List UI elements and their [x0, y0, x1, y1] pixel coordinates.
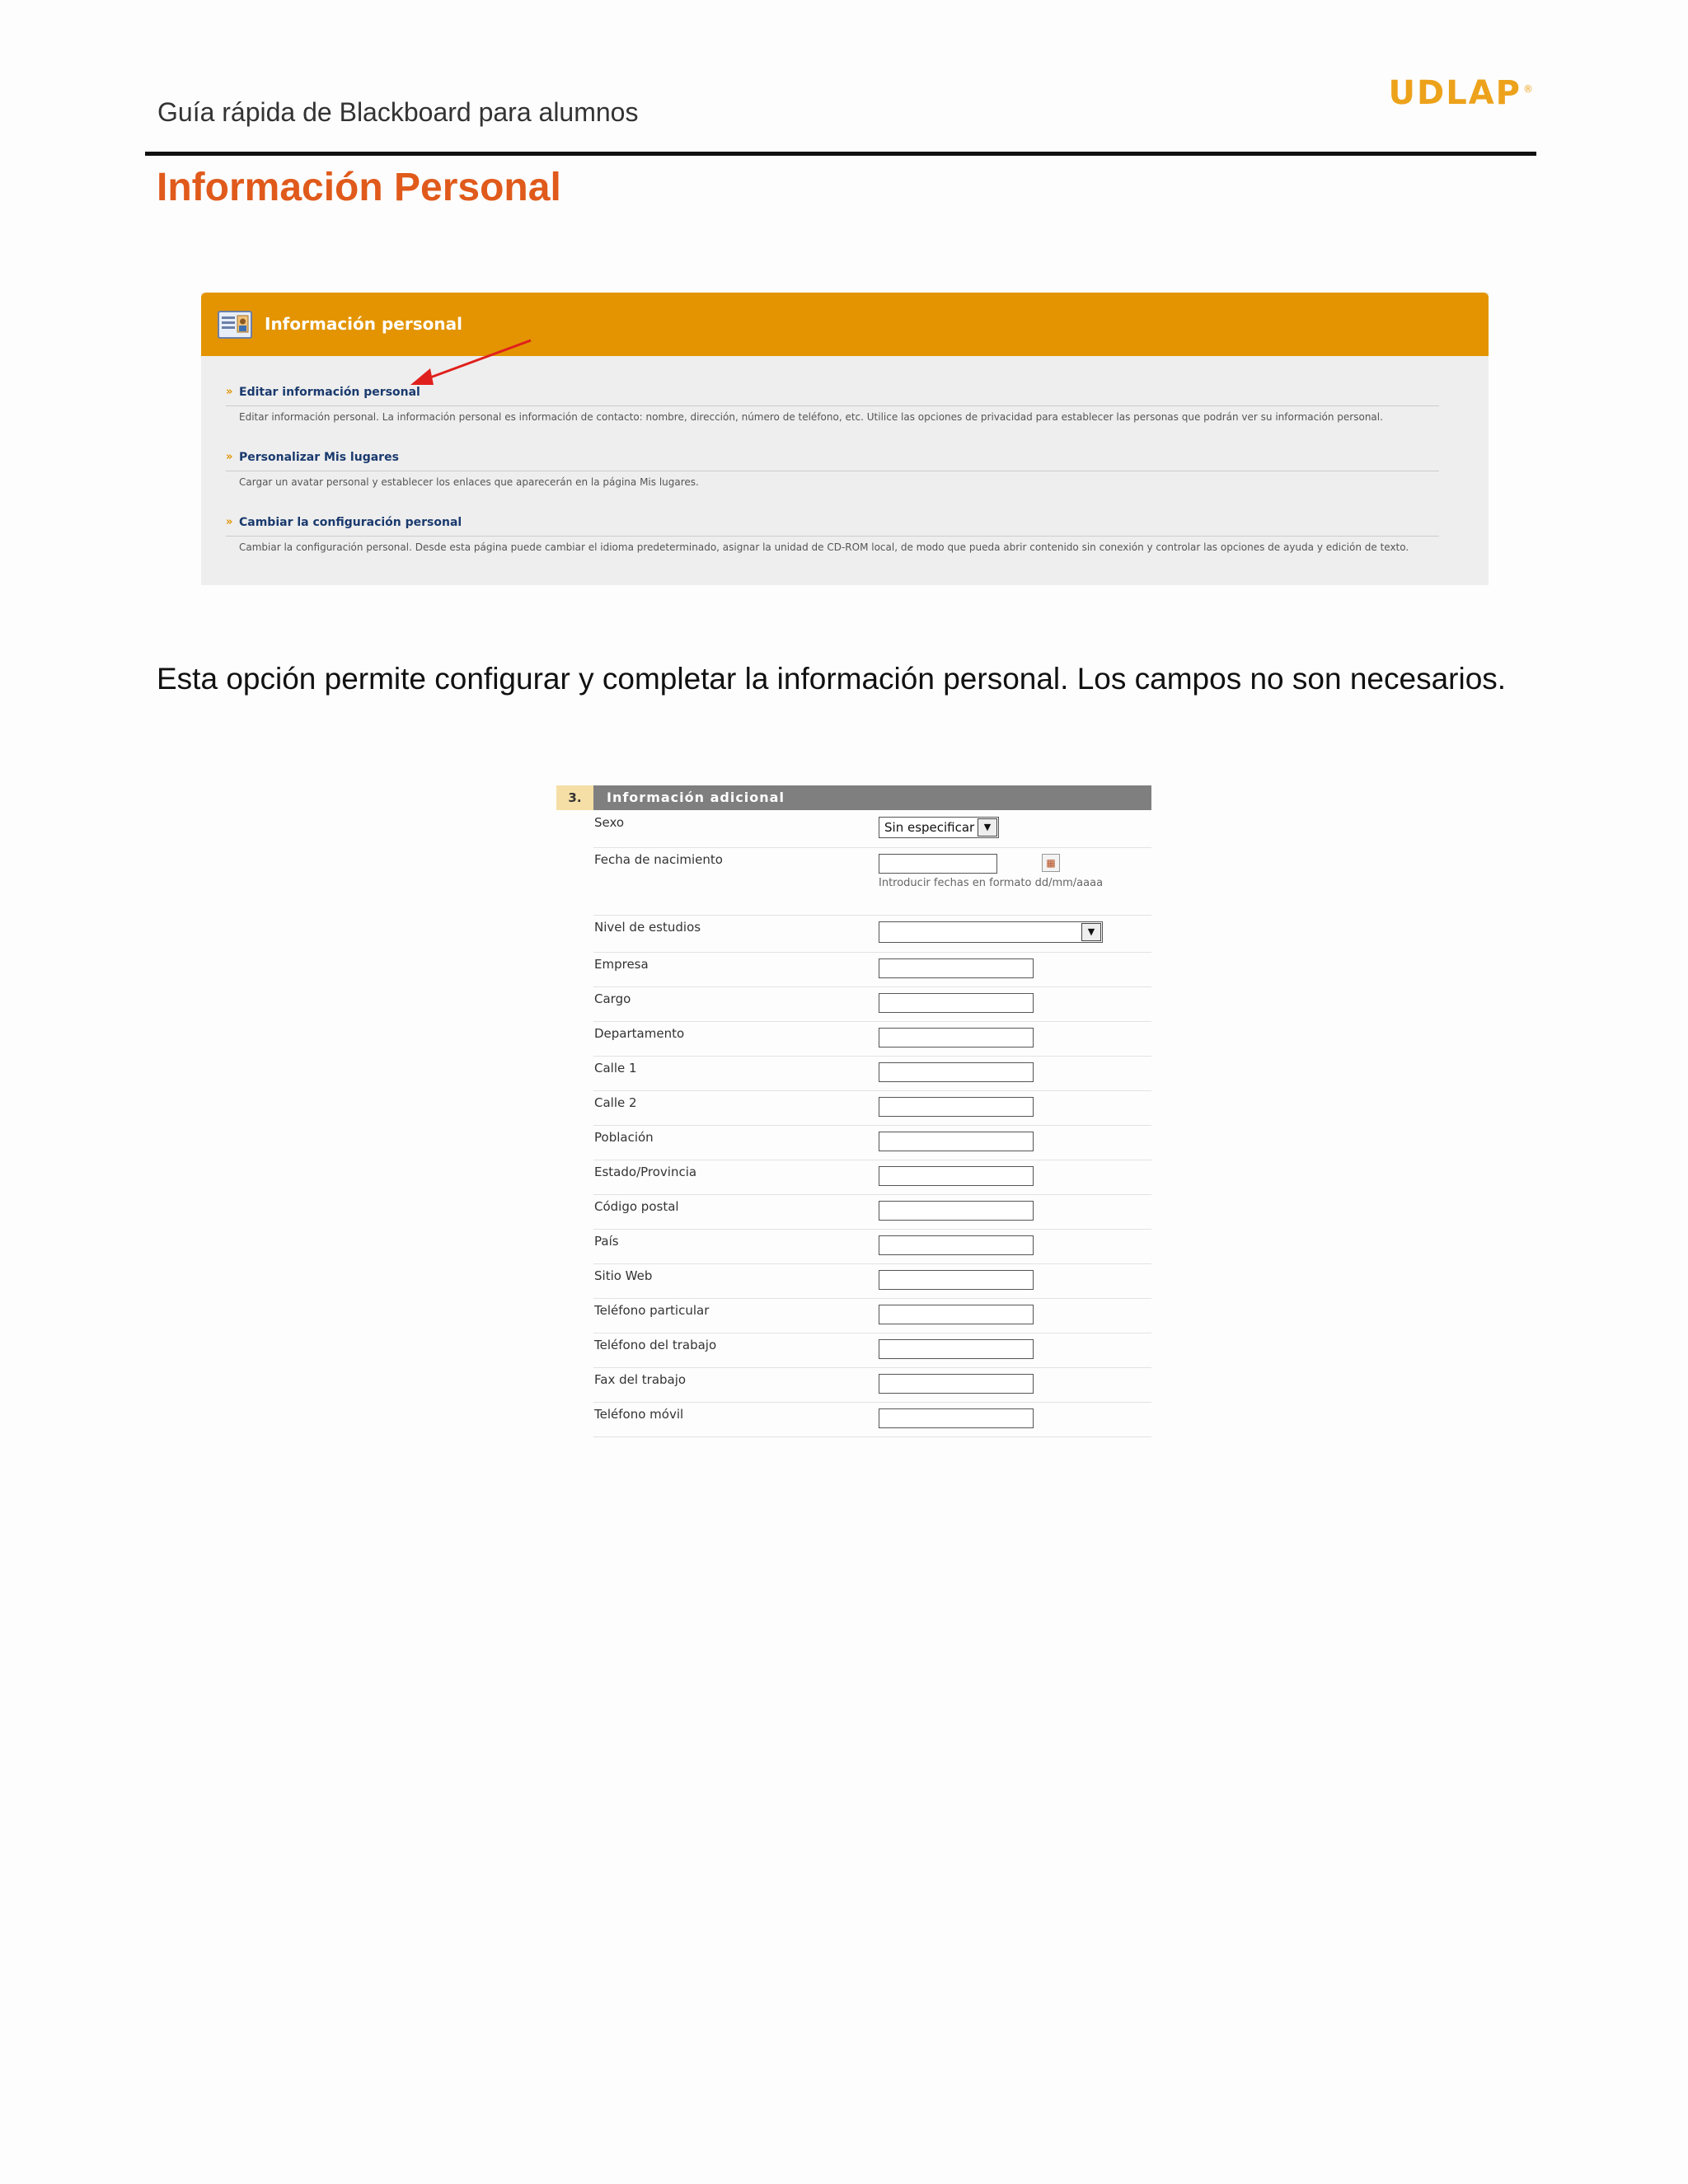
nivel-estudios-select[interactable] [879, 921, 1103, 943]
form-row-cargo [593, 987, 1151, 1022]
form-row-tel-trabajo [593, 1333, 1151, 1368]
departamento-input[interactable] [879, 1028, 1034, 1047]
id-card-icon [218, 309, 252, 340]
fecha-nacimiento-input[interactable] [879, 854, 997, 874]
field-label: Código postal [594, 1199, 679, 1214]
field-label: Teléfono del trabajo [594, 1338, 717, 1352]
form-row-fax [593, 1367, 1151, 1403]
form-row-nivel [593, 915, 1151, 953]
field-label: País [594, 1234, 619, 1249]
link-editar-informacion-personal[interactable]: » Editar información personal [226, 386, 420, 399]
additional-info-form [556, 785, 1151, 1422]
panel-header [201, 293, 1489, 356]
form-row-empresa [593, 952, 1151, 987]
field-label: Fecha de nacimiento [594, 852, 723, 867]
field-label: Nivel de estudios [594, 920, 701, 935]
panel-item-cambiar [226, 516, 1439, 553]
form-title: Información adicional [593, 785, 1151, 810]
telefono-particular-input[interactable] [879, 1305, 1034, 1324]
cargo-input[interactable] [879, 993, 1034, 1013]
form-row-movil [593, 1402, 1151, 1437]
telefono-movil-input[interactable] [879, 1408, 1034, 1428]
form-row-departamento [593, 1021, 1151, 1057]
field-label: Sitio Web [594, 1268, 653, 1283]
calle2-input[interactable] [879, 1097, 1034, 1117]
bullet-icon: » [226, 516, 233, 528]
fax-trabajo-input[interactable] [879, 1374, 1034, 1394]
field-label: Calle 1 [594, 1061, 637, 1076]
calendar-icon[interactable]: ▦ [1042, 854, 1060, 872]
form-row-fecha [593, 847, 1151, 916]
field-label: Estado/Provincia [594, 1165, 697, 1179]
form-row-estado [593, 1160, 1151, 1195]
calle1-input[interactable] [879, 1062, 1034, 1082]
form-row-sexo [593, 810, 1151, 848]
step-number: 3. [556, 785, 593, 810]
sexo-select[interactable]: Sin especificar ▼ [879, 817, 999, 838]
udlap-logo: UDLAP ® [1388, 74, 1535, 112]
panel-title: Información personal [265, 314, 462, 334]
personal-info-panel [201, 293, 1489, 585]
field-label: Calle 2 [594, 1095, 637, 1110]
field-label: Empresa [594, 957, 649, 972]
estado-provincia-input[interactable] [879, 1166, 1034, 1186]
form-row-web [593, 1263, 1151, 1299]
codigo-postal-input[interactable] [879, 1201, 1034, 1221]
panel-item-personalizar [226, 451, 1439, 488]
sitio-web-input[interactable] [879, 1270, 1034, 1290]
link-cambiar-configuracion-personal[interactable]: » Cambiar la configuración personal [226, 516, 462, 529]
bullet-icon: » [226, 386, 233, 398]
link-personalizar-mis-lugares[interactable]: » Personalizar Mis lugares [226, 451, 399, 464]
panel-item-description: Cambiar la configuración personal. Desde esta página puede cambiar el idioma predeterminado, asignar la unidad de CD-ROM local, de modo que pueda abrir contenido sin conexión y controlar las opciones de ayuda y edición de texto. [226, 536, 1439, 553]
bullet-icon: » [226, 451, 233, 463]
field-label: Fax del trabajo [594, 1372, 687, 1387]
date-format-hint: Introducir fechas en formato dd/mm/aaaa [879, 877, 1104, 889]
field-label: Teléfono móvil [594, 1407, 684, 1422]
form-header [556, 785, 1151, 810]
dropdown-arrow-icon: ▼ [1081, 923, 1101, 941]
form-row-calle2 [593, 1090, 1151, 1126]
document-header [145, 0, 1536, 156]
body-paragraph: Esta opción permite configurar y completar la información personal. Los campos no son necesarios. [157, 662, 1507, 696]
panel-item-description: Editar información personal. La información personal es información de contacto: nombre, dirección, número de teléfono, etc. Utilice las opciones de privacidad para establecer las personas que podrán ver su información personal. [226, 405, 1439, 423]
field-label: Cargo [594, 991, 631, 1006]
field-label: Teléfono particular [594, 1303, 710, 1318]
document-header-title: Guía rápida de Blackboard para alumnos [157, 97, 639, 127]
form-row-tel-particular [593, 1298, 1151, 1333]
telefono-trabajo-input[interactable] [879, 1339, 1034, 1359]
dropdown-arrow-icon: ▼ [978, 818, 997, 837]
form-row-pais [593, 1229, 1151, 1264]
poblacion-input[interactable] [879, 1132, 1034, 1151]
form-row-cp [593, 1194, 1151, 1230]
field-label: Población [594, 1130, 654, 1145]
form-row-poblacion [593, 1125, 1151, 1160]
empresa-input[interactable] [879, 958, 1034, 978]
field-label: Sexo [594, 815, 625, 830]
section-title: Información Personal [157, 166, 561, 209]
annotation-arrow [404, 334, 536, 391]
pais-input[interactable] [879, 1235, 1034, 1255]
field-label: Departamento [594, 1026, 685, 1041]
panel-item-description: Cargar un avatar personal y establecer los enlaces que aparecerán en la página Mis lugares. [226, 471, 1439, 488]
form-row-calle1 [593, 1056, 1151, 1091]
